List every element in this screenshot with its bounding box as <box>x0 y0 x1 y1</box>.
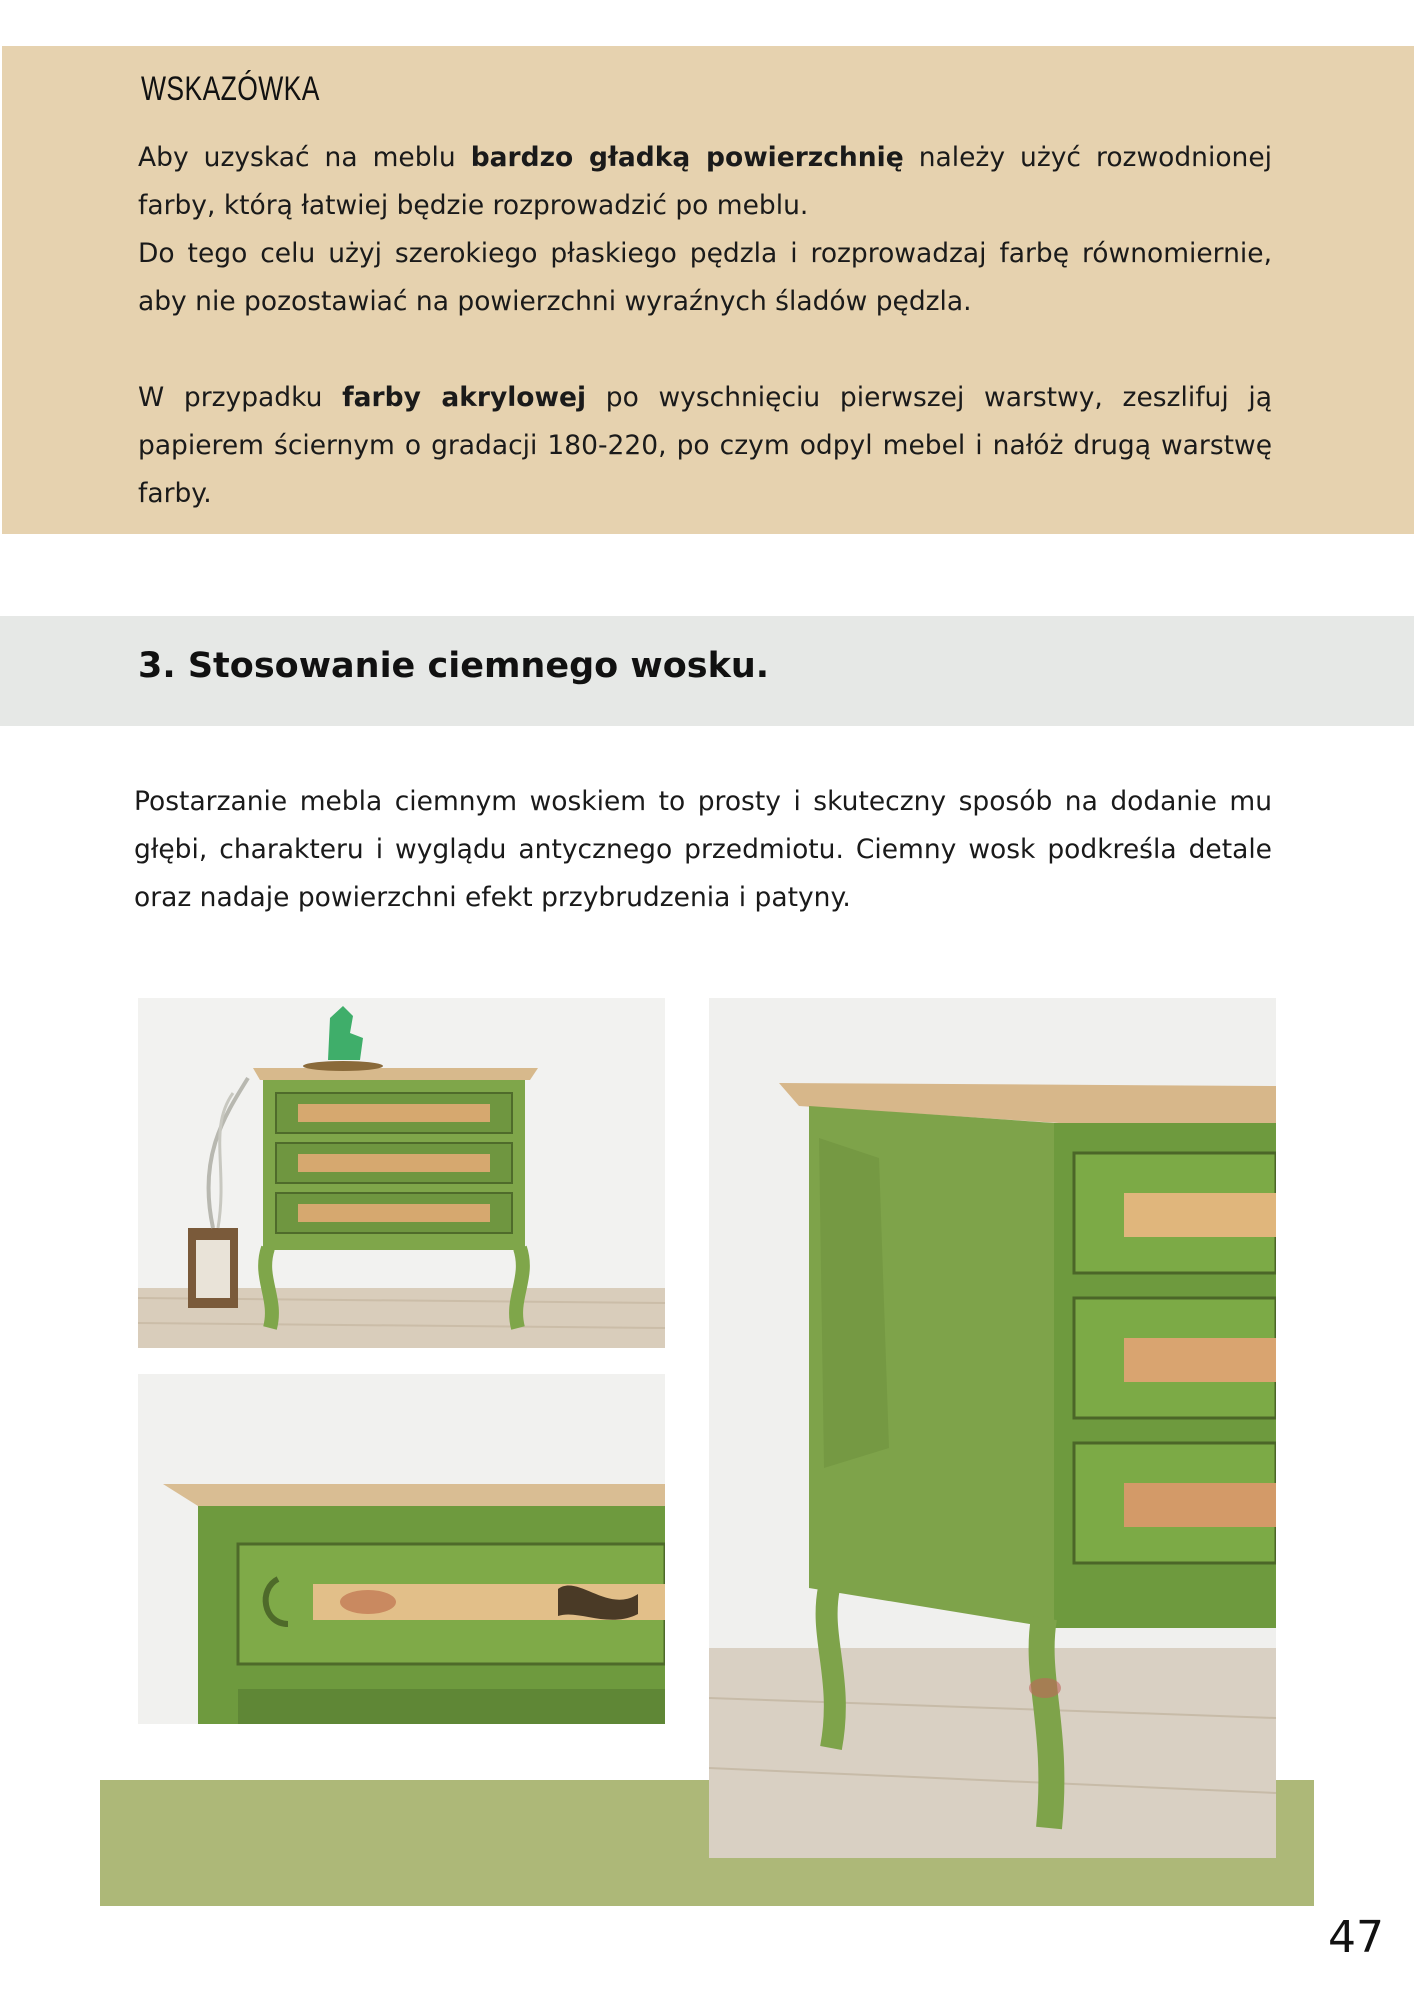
tip-paragraph-2: Do tego celu użyj szerokiego płaskiego pędzla i rozprowadzaj farbę równomiernie, aby nie pozostawiać na powierzchni wyraźnych śladów pędzla. <box>138 238 1272 317</box>
photo-drawer-closeup <box>138 1374 665 1724</box>
tip-body <box>138 134 1272 518</box>
tip-title: WSKAZÓWKA <box>141 70 320 108</box>
photo-dresser-full <box>138 998 665 1348</box>
photo-dresser-side <box>709 998 1276 1858</box>
tip-paragraph-3: W przypadku farby akrylowej po wyschnięciu pierwszej warstwy, zeszlifuj ją papierem ściernym o gradacji 180-220, po czym odpyl mebel i nałóż drugą warstwę farby. <box>138 382 1272 509</box>
intro-paragraph: Postarzanie mebla ciemnym woskiem to prosty i skuteczny sposób na dodanie mu głębi, charakteru i wyglądu antycznego przedmiotu. Ciemny wosk podkreśla detale oraz nadaje powierzchni efekt przybrudzenia i patyny. <box>134 786 1272 913</box>
section-title: 3. Stosowanie ciemnego wosku. <box>138 646 770 686</box>
tip-paragraph-1: Aby uzyskać na meblu bardzo gładką powierzchnię należy użyć rozwodnionej farby, którą łatwiej będzie rozprowadzić po meblu. <box>138 142 1272 221</box>
page-number: 47 <box>1328 1912 1384 1963</box>
